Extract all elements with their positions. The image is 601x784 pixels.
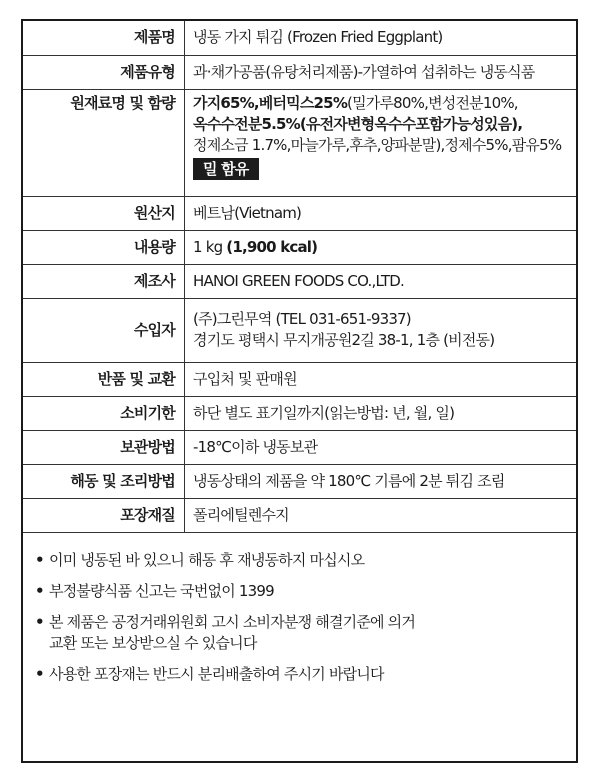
row-label-ingredients: 원재료명 및 함량 bbox=[23, 89, 185, 196]
net-content-value bbox=[185, 230, 577, 264]
ingredients-line-3: 정제소금 1.7%,마늘가루,후추,양파분말),정제수5%,팜유5% bbox=[193, 135, 562, 154]
table-row bbox=[23, 298, 576, 362]
table-row bbox=[23, 362, 576, 396]
importer-value bbox=[185, 298, 577, 362]
list-item bbox=[35, 581, 576, 602]
ingredients-main-bold: 가지65%,베터믹스25% bbox=[193, 93, 348, 112]
bullet-icon: • bbox=[35, 550, 44, 569]
product-name-value: 냉동 가지 튀김 (Frozen Fried Eggplant) bbox=[185, 21, 577, 55]
table-row bbox=[23, 21, 576, 55]
table-row bbox=[23, 430, 576, 464]
notice-line: 사용한 포장재는 반드시 분리배출하여 주시기 바랍니다 bbox=[49, 664, 384, 683]
row-label-packaging: 포장재질 bbox=[23, 498, 185, 532]
origin-value: 베트남(Vietnam) bbox=[185, 196, 577, 230]
row-label-storage: 보관방법 bbox=[23, 430, 185, 464]
row-label-importer: 수입자 bbox=[23, 298, 185, 362]
table-row bbox=[23, 264, 576, 298]
row-label-return-exchange: 반품 및 교환 bbox=[23, 362, 185, 396]
table-row bbox=[23, 396, 576, 430]
product-info-table bbox=[23, 21, 576, 533]
row-label-net-content: 내용량 bbox=[23, 230, 185, 264]
storage-value: -18℃이하 냉동보관 bbox=[185, 430, 577, 464]
bullet-icon: • bbox=[35, 581, 44, 600]
cooking-value: 냉동상태의 제품을 약 180℃ 기름에 2분 튀김 조림 bbox=[185, 464, 577, 498]
list-item bbox=[35, 550, 576, 571]
row-label-expiry: 소비기한 bbox=[23, 396, 185, 430]
notice-recycling bbox=[49, 664, 384, 685]
table-row bbox=[23, 196, 576, 230]
ingredients-main-rest: (밀가루80%,변성전분10%, bbox=[347, 93, 518, 112]
notice-report bbox=[49, 581, 274, 602]
ingredients-line-1 bbox=[193, 93, 568, 114]
notice-line: 이미 냉동된 바 있으니 해동 후 재냉동하지 마십시오 bbox=[49, 550, 365, 569]
manufacturer-value: HANOI GREEN FOODS CO.,LTD. bbox=[185, 264, 577, 298]
table-row bbox=[23, 89, 576, 196]
row-label-manufacturer: 제조사 bbox=[23, 264, 185, 298]
importer-name-phone: (주)그린무역 (TEL 031-651-9337) bbox=[193, 310, 411, 328]
notice-list bbox=[23, 533, 576, 685]
table-row bbox=[23, 55, 576, 89]
row-label-product-type: 제품유형 bbox=[23, 55, 185, 89]
product-type-value: 과·채가공품(유탕처리제품)-가열하여 섭취하는 냉동식품 bbox=[185, 55, 577, 89]
product-label bbox=[21, 19, 578, 763]
notice-compensation bbox=[49, 612, 415, 654]
expiry-value: 하단 별도 표기일까지(읽는방법: 년, 월, 일) bbox=[185, 396, 577, 430]
importer-address: 경기도 평택시 무지개공원2길 38-1, 1층 (비전동) bbox=[193, 331, 495, 349]
allergen-badge: 밀 함유 bbox=[193, 158, 259, 180]
bullet-icon: • bbox=[35, 612, 44, 631]
table-row bbox=[23, 464, 576, 498]
return-exchange-value: 구입처 및 판매원 bbox=[185, 362, 577, 396]
notice-line: 교환 또는 보상받으실 수 있습니다 bbox=[49, 633, 257, 652]
ingredients-value bbox=[185, 89, 577, 196]
ingredients-line-2: 옥수수전분5.5%(유전자변형옥수수포함가능성있음), bbox=[193, 114, 523, 133]
row-label-product-name: 제품명 bbox=[23, 21, 185, 55]
notice-refreeze bbox=[49, 550, 364, 571]
table-row bbox=[23, 498, 576, 532]
packaging-value: 폴리에틸렌수지 bbox=[185, 498, 577, 532]
notice-line: 본 제품은 공정거래위원회 고시 소비자분쟁 해결기준에 의거 bbox=[49, 612, 416, 631]
list-item bbox=[35, 612, 576, 654]
notice-line: 부정불량식품 신고는 국번없이 1399 bbox=[49, 581, 274, 600]
list-item bbox=[35, 664, 576, 685]
net-weight: 1 kg bbox=[193, 237, 227, 256]
row-label-cooking: 해동 및 조리방법 bbox=[23, 464, 185, 498]
table-row bbox=[23, 230, 576, 264]
row-label-origin: 원산지 bbox=[23, 196, 185, 230]
bullet-icon: • bbox=[35, 664, 44, 683]
calories: (1,900 kcal) bbox=[226, 237, 318, 256]
